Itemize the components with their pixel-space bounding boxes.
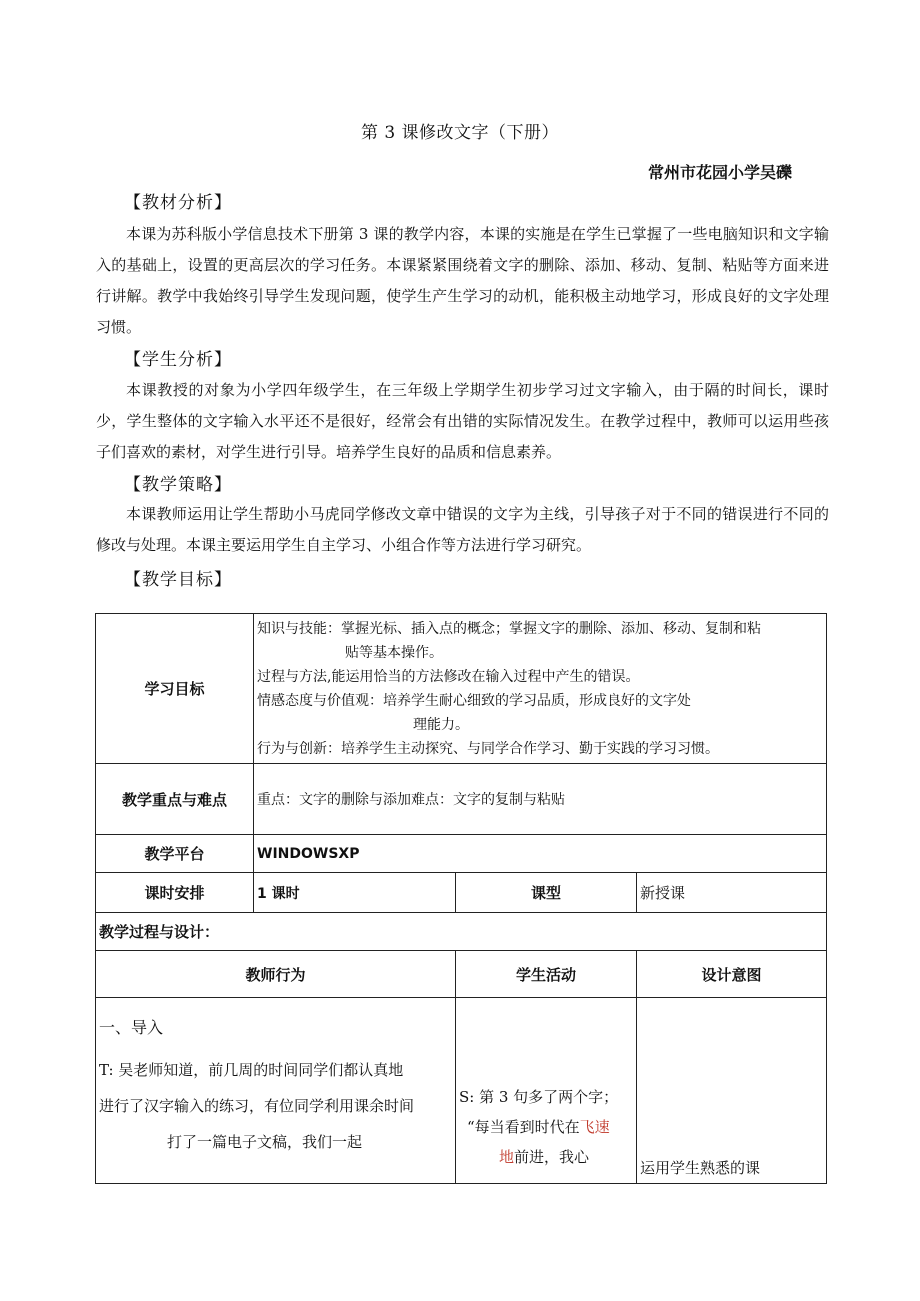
paragraph-material-analysis: 本课为苏科版小学信息技术下册第 3 课的教学内容，本课的实施是在学生已掌握了一些电脑知识和文字输入的基础上，设置的更高层次的学习任务。本课紧紧围绕着文字的删除、添加、移动、复制、粘贴等方面来进行讲解。教学中我始终引导学生发现问题，使学生产生学习的动机，能积极主动地学习，形成良好的文字处理习惯。 [96,225,829,336]
process-label: 教学过程与设计： [96,913,827,951]
process-header-row [96,951,827,998]
student-line-1: S: 第 3 句多了两个字； [459,1088,619,1106]
design-intent-cell [637,998,827,1184]
intro-heading: 一、导入 [99,1018,164,1037]
heading-student-analysis: 【学生分析】 [124,350,232,370]
heading-teaching-strategy: 【教学策略】 [124,475,232,495]
col-header-student: 学生活动 [456,951,637,998]
process-intro-row [96,998,827,1184]
heading-teaching-objectives: 【教学目标】 [124,570,232,590]
focus-row [96,764,827,835]
heading-material-analysis: 【教材分析】 [124,193,232,213]
lesson-plan-table [95,613,827,1184]
goal-knowledge-line-1: 知识与技能：掌握光标、插入点的概念；掌握文字的删除、添加、移动、复制和粘 [257,620,761,637]
paragraph-teaching-strategy: 本课教师运用让学生帮助小马虎同学修改文章中错误的文字为主线，引导孩子对于不同的错误进行不同的修改与处理。本课主要运用学生自主学习、小组合作等方法进行学习研究。 [96,505,829,554]
goal-process: 过程与方法,能运用恰当的方法修改在输入过程中产生的错误。 [257,668,640,685]
goals-row [96,614,827,764]
goals-content [254,614,827,764]
teacher-line-3: 打了一篇电子文稿，我们一起 [167,1133,363,1151]
col-header-design: 设计意图 [637,951,827,998]
focus-label: 教学重点与难点 [96,764,254,835]
goal-innovation: 行为与创新：培养学生主动探究、与同学合作学习、勤于实践的学习习惯。 [257,740,719,757]
platform-label: 教学平台 [96,835,254,873]
document-title: 第 3 课修改文字（下册） [360,123,560,143]
teacher-line-1: T: 吴老师知道，前几周的时间同学们都认真地 [99,1061,404,1079]
platform-value: WINDOWSXP [254,835,827,873]
student-line-3-text: 前进，我心 [514,1148,590,1166]
goals-label: 学习目标 [96,614,254,764]
teacher-activity-cell [96,998,456,1184]
type-value: 新授课 [637,873,827,913]
teacher-line-2: 进行了汉字输入的练习，有位同学利用课余时间 [99,1097,415,1115]
student-line-3-highlight: 地 [499,1148,515,1166]
author-line: 常州市花园小学吴礫 [647,163,792,182]
schedule-row [96,873,827,913]
student-line-2-highlight: 飞速 [579,1118,610,1136]
student-line-2 [459,1112,633,1142]
student-line-3 [459,1142,633,1172]
design-line-1: 运用学生熟悉的课 [640,1159,761,1177]
col-header-teacher: 教师行为 [96,951,456,998]
schedule-label: 课时安排 [96,873,254,913]
student-line-2-text: “每当看到时代在 [467,1118,580,1136]
student-activity-cell [456,998,637,1184]
goal-knowledge-line-2: 贴等基本操作。 [345,644,443,661]
type-label: 课型 [456,873,637,913]
platform-row [96,835,827,873]
schedule-value: 1 课时 [254,873,456,913]
paragraph-student-analysis: 本课教授的对象为小学四年级学生，在三年级上学期学生初步学习过文字输入，由于隔的时间长，课时少，学生整体的文字输入水平还不是很好，经常会有出错的实际情况发生。在教学过程中，教师可以运用些孩子们喜欢的素材，对学生进行引导。培养学生良好的品质和信息素养。 [96,381,829,461]
focus-content: 重点：文字的删除与添加难点：文字的复制与粘贴 [254,764,827,835]
process-label-row [96,913,827,951]
goal-emotion-line-2: 理能力。 [413,716,469,733]
goal-emotion-line-1: 情感态度与价值观：培养学生耐心细致的学习品质，形成良好的文字处 [257,692,691,709]
